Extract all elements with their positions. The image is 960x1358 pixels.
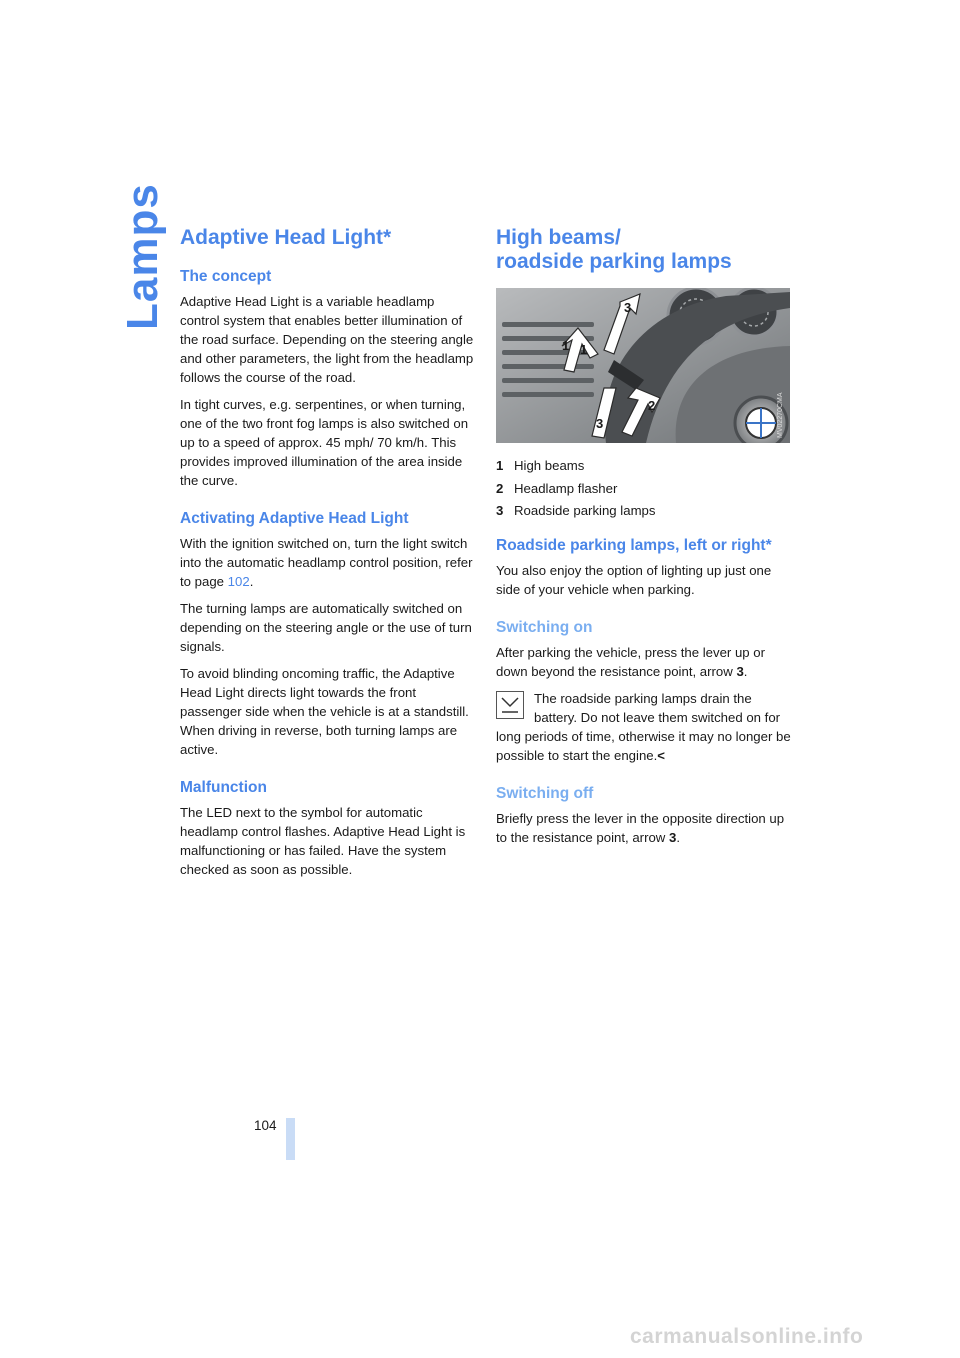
switching-on-paragraph xyxy=(496,643,792,681)
arrow-reference: 3 xyxy=(669,829,677,845)
legend-label: High beams xyxy=(514,458,585,474)
high-beams-title-line-1: High beams/ xyxy=(496,226,621,249)
switching-on-heading: Switching on xyxy=(496,618,593,636)
arrow-label-2: 2 xyxy=(648,398,656,414)
malfunction-heading: Malfunction xyxy=(180,779,267,797)
activating-text: With the ignition switched on, turn the light switch into the automatic headlamp control position, refer to page xyxy=(180,536,473,590)
watermark: carmanualsonline.info xyxy=(630,1325,864,1348)
arrow-label-3b: 3 xyxy=(596,416,604,432)
roadside-parking-heading: Roadside parking lamps, left or right* xyxy=(496,536,772,554)
switching-off-paragraph xyxy=(496,809,792,847)
page-number: 104 xyxy=(254,1118,277,1133)
legend-item xyxy=(496,478,792,501)
concept-paragraph-2: In tight curves, e.g. serpentines, or when turning, one of the two front fog lamps is also switched on up to a speed of approx. 45 mph/ 70 km/h. This provides improved illumination of the area inside the curve. xyxy=(180,397,469,489)
legend-number: 1 xyxy=(496,458,504,474)
switching-on-text: After parking the vehicle, press the lever up or down beyond the resistance point, arrow xyxy=(496,644,766,679)
high-beams-title xyxy=(496,226,792,274)
caution-note-text: long periods of time, otherwise it may no longer be possible to start the engine. xyxy=(496,728,791,763)
steering-column-lever-figure xyxy=(496,288,790,443)
caution-note xyxy=(496,689,792,765)
switching-off-text-end: . xyxy=(676,829,681,845)
legend-number: 3 xyxy=(496,503,504,519)
malfunction-paragraph: The LED next to the symbol for automatic headlamp control flashes. Adaptive Head Light is malfunctioning or has failed. Have the system checked as soon as possible. xyxy=(180,805,466,878)
right-column xyxy=(496,226,792,855)
activating-heading: Activating Adaptive Head Light xyxy=(180,510,409,528)
page-number-bar xyxy=(286,1118,295,1160)
high-beams-title-line-2: roadside parking lamps xyxy=(496,250,732,274)
concept-heading: The concept xyxy=(180,268,272,286)
adaptive-head-light-title: Adaptive Head Light* xyxy=(180,226,392,249)
steering-wheel-photo xyxy=(496,288,790,443)
legend-label: Roadside parking lamps xyxy=(514,503,656,519)
figure-legend xyxy=(496,455,792,523)
legend-label: Headlamp flasher xyxy=(514,480,618,496)
activating-paragraph-1 xyxy=(180,534,476,591)
switching-off-heading: Switching off xyxy=(496,784,594,802)
concept-paragraph-1: Adaptive Head Light is a variable headlamp control system that enables better illumination of the road surface. Depending on the steering angle and other parameters, the light from the headlamp follows the course of the road. xyxy=(180,294,474,386)
note-end-marker: < xyxy=(657,747,665,763)
legend-number: 2 xyxy=(496,480,504,496)
activating-paragraph-3: To avoid blinding oncoming traffic, the Adaptive Head Light directs light towards the front passenger side when the vehicle is at a standstill. When driving in reverse, both turning lamps are active. xyxy=(180,666,469,758)
left-column xyxy=(180,226,476,887)
arrow-reference: 3 xyxy=(736,663,744,679)
switching-on-text-end: . xyxy=(743,663,748,679)
roadside-parking-paragraph: You also enjoy the option of lighting up just one side of your vehicle when parking. xyxy=(496,562,772,597)
section-side-title xyxy=(112,183,167,340)
section-side-title-text: Lamps xyxy=(118,183,167,330)
caution-note-first: The roadside parking lamps drain the battery. Do not leave them switched on for xyxy=(534,690,781,725)
switching-off-text: Briefly press the lever in the opposite direction up to the resistance point, arrow xyxy=(496,810,785,845)
activating-paragraph-2: The turning lamps are automatically switched on depending on the steering angle or the use of turn signals. xyxy=(180,601,472,655)
caution-icon xyxy=(496,691,524,719)
caution-note-rest xyxy=(496,727,792,765)
activating-text-end: . xyxy=(249,574,254,590)
legend-item xyxy=(496,500,792,523)
figure-code: MV02270CMA xyxy=(777,392,784,439)
arrow-label-1b: 1 xyxy=(580,342,588,358)
legend-item xyxy=(496,455,792,478)
arrow-label-1: 1 xyxy=(562,338,570,354)
arrow-label-3: 3 xyxy=(624,300,632,316)
page-reference-link[interactable]: 102 xyxy=(227,574,250,590)
